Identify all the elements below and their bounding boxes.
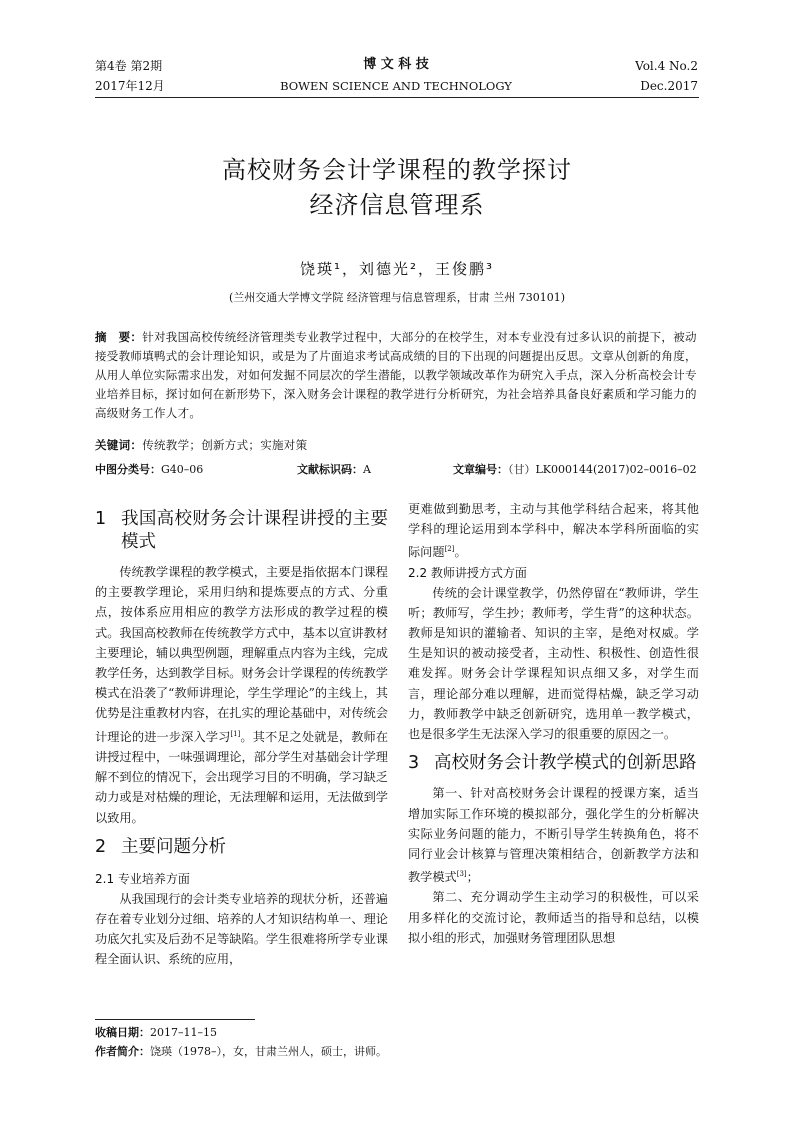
- section-3-heading: [408, 752, 699, 775]
- journal-name: 博 文 科 技: [363, 57, 429, 72]
- paper-subtitle: 经济信息管理系: [309, 191, 485, 219]
- author-bio: [95, 1043, 387, 1059]
- journal-issue: 第4卷 第2期: [95, 59, 163, 73]
- received-date: [95, 1024, 217, 1040]
- continued-paragraph: [408, 499, 699, 563]
- abstract-label: 摘 要：: [95, 330, 143, 344]
- citation-1: [1]: [230, 729, 241, 738]
- paragraph-text: 更难做到勤思考，主动与其他学科结合起来，将其他学科的理论运用到本学科中，解决本学科所面临的实际问题: [408, 502, 699, 560]
- section-2-2-heading: 2.2 教师讲授方式方面: [408, 565, 527, 580]
- received-value: 2017–11–15: [150, 1026, 217, 1039]
- section-2-1-paragraph: 从我国现行的会计类专业培养的现状分析，还普遍存在着专业划分过细、培养的人才知识结构单一、理论功底欠扎实及后劲不足等缺陷。学生很难将所学专业课程全面认识、系统的应用，: [95, 891, 388, 967]
- journal-date-en: Dec.2017: [640, 79, 698, 93]
- paragraph-text: 。其不足之处就是，教师在讲授过程中，一味强调理论，部分学生对基础会计学理解不到位的情况下，会出现学习目的不明确，学习缺乏动力或是对枯燥的理论，无法理解和运用，无法做到学以致用。: [95, 729, 389, 825]
- citation-3: [3]: [456, 870, 467, 879]
- section-1-title: 我国高校财务会计课程讲授的主要模式: [121, 509, 388, 552]
- received-label: 收稿日期：: [95, 1026, 150, 1039]
- citation-2: [2]: [444, 545, 455, 554]
- paper-title: 高校财务会计学课程的教学探讨: [222, 156, 572, 184]
- abstract: [95, 328, 697, 423]
- document-code: [297, 461, 371, 477]
- journal-volume: Vol.4 No.2: [635, 59, 698, 73]
- author-list: 饶瑛¹，刘德光²，王俊鹏³: [299, 260, 495, 278]
- section-2-title: 主要问题分析: [121, 836, 226, 857]
- article-id-label: 文章编号：: [453, 463, 508, 476]
- section-3-title: 高校财务会计教学模式的创新思路: [434, 753, 697, 774]
- bio-value: 饶瑛（1978–），女，甘肃兰州人，硕士，讲师。: [150, 1045, 387, 1058]
- abstract-text: 针对我国高校传统经济管理类专业教学过程中，大部分的在校学生，对本专业没有过多认识的前提下，被动接受教师填鸭式的会计理论知识，或是为了片面追求考试高成绩的目的下出现的问题提出反思。文章从创新的角度，从用人单位实际需求出发，对如何发掘不同层次的学生潜能，以教学领域改革作为研究入手点，深入分析高校会计专业培养目标，探讨如何在新形势下，深入财务会计课程的教学进行分析研究，为社会培养具备良好素质和学习能力的高级财务工作人才。: [95, 330, 697, 420]
- section-2-1-heading: 2.1 专业培养方面: [95, 871, 190, 886]
- section-2-2-paragraph: 传统的会计课堂教学，仍然停留在“教师讲，学生听；教师写，学生抄；教师考，学生背”的这种状态。教师是知识的灌输者、知识的主宰，是绝对权威。学生是知识的被动接受者，主动性、积极性、创造性很难发挥。财务会计学课程知识点细又多，对学生而言，理论部分难以理解，进而觉得枯燥，缺乏学习动力，教师教学中缺乏创新研究，选用单一教学模式，也是很多学生无法深入学习的很重要的原因之一。: [408, 585, 699, 742]
- clc-number: [95, 461, 203, 477]
- paragraph-text: ；: [466, 870, 479, 885]
- section-1-number: 1: [95, 509, 107, 529]
- right-column: [408, 499, 699, 948]
- keywords: [95, 436, 697, 455]
- paragraph-text: 。: [454, 545, 467, 560]
- article-id-value: （甘）LK000144(2017)02–0016–02: [508, 463, 697, 476]
- journal-name-en: BOWEN SCIENCE AND TECHNOLOGY: [280, 79, 512, 93]
- paragraph-text: 传统教学课程的教学模式，主要是指依据本门课程的主要教学理论，采用归纳和提炼要点的方式、分重点，按体系应用相应的教学方法形成的教学过程的模式。我国高校教师在传统教学方式中，基本以宣讲教材主要理论，辅以典型例题，理解重点内容为主线，完成教学任务，达到教学目标。财务会计学课程的传统教学模式在沿袭了“教师讲理论，学生学理论”的主线上，其优势是注重教材内容，在扎实的理论基础中，对传统会计理论的进一步深入学习: [95, 565, 388, 744]
- header-rule: [95, 97, 699, 98]
- section-1-heading: [95, 508, 388, 554]
- journal-date: 2017年12月: [95, 79, 165, 93]
- paragraph-text: 第一、针对高校财务会计课程的授课方案，适当增加实际工作环境的模拟部分，强化学生的分析解决实际业务问题的能力，不断引导学生转换角色，将不同行业会计核算与管理决策相结合，创新教学方法和教学模式: [408, 786, 699, 885]
- doc-label: 文献标识码：: [297, 463, 363, 476]
- section-1-paragraph: [95, 562, 388, 828]
- left-column: [95, 508, 388, 970]
- bio-label: 作者简介：: [95, 1045, 150, 1058]
- section-2-heading: [95, 836, 388, 859]
- article-number: [453, 461, 697, 477]
- section-3-paragraph-2: 第二、充分调动学生主动学习的积极性，可以采用多样化的交流讨论，教师适当的指导和总结，以模拟小组的形式，加强财务管理团队思想: [408, 890, 699, 945]
- section-3-number: 3: [408, 753, 420, 774]
- clc-label: 中图分类号：: [95, 463, 161, 476]
- affiliation: (兰州交通大学博文学院 经济管理与信息管理系，甘肃 兰州 730101): [228, 291, 566, 304]
- clc-value: G40–06: [161, 463, 204, 476]
- doc-value: A: [363, 463, 371, 476]
- section-3-paragraph-1: [408, 783, 699, 887]
- footnote-rule: [95, 1019, 255, 1020]
- section-2-number: 2: [95, 836, 107, 857]
- keywords-text: 传统教学；创新方式；实施对策: [142, 438, 308, 452]
- keywords-label: 关键词：: [95, 438, 143, 452]
